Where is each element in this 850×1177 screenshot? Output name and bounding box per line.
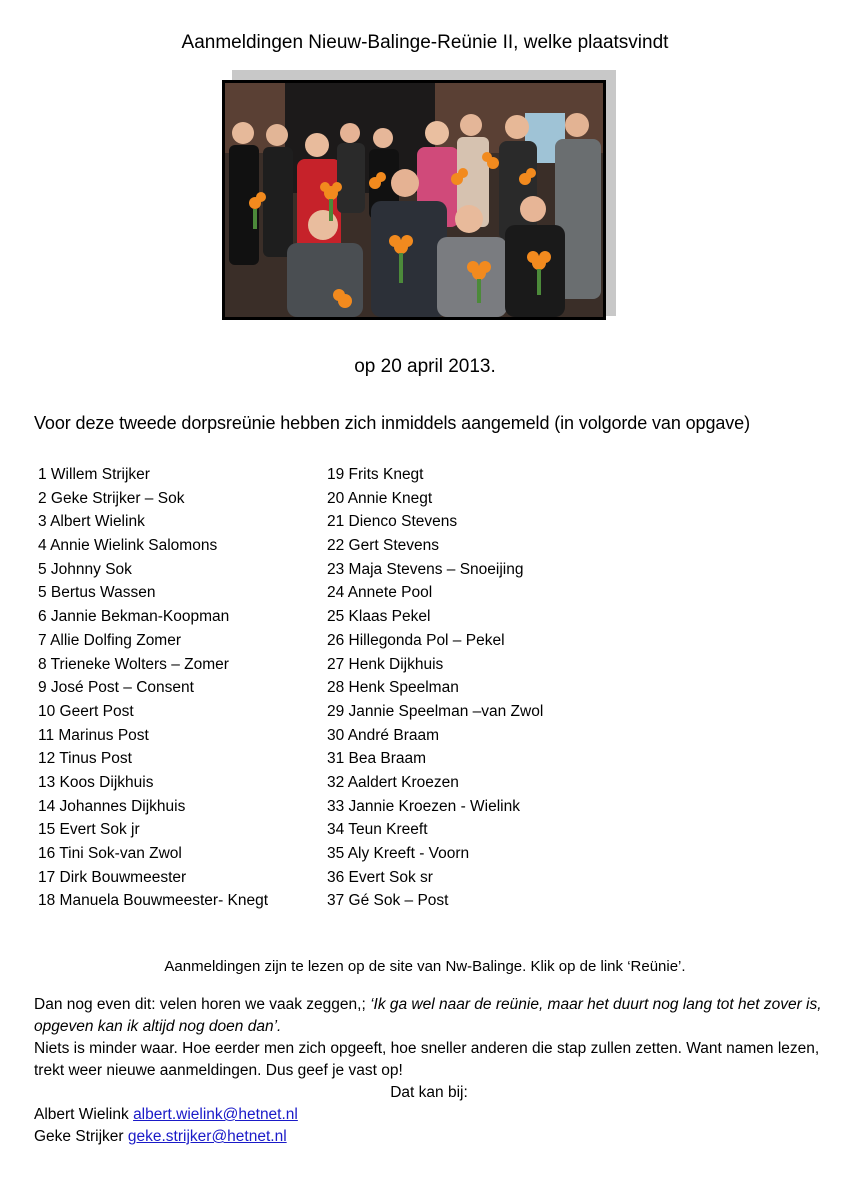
list-item: 31 Bea Braam	[327, 750, 427, 768]
list-item: 8 Trieneke Wolters – Zomer	[38, 655, 229, 673]
registration-list-column-1	[38, 463, 268, 913]
encourage-text: Niets is minder waar. Hoe eerder men zich opgeeft, hoe sneller anderen die stap zullen zetten. Want namen lezen, trekt weer nieuwe aanmeldingen. Dus geef je vast op!	[34, 1040, 820, 1079]
list-item: 10 Geert Post	[38, 702, 134, 720]
list-item: 34 Teun Kreeft	[327, 821, 428, 839]
registration-list-column-2	[327, 463, 543, 913]
event-date: op 20 april 2013.	[354, 356, 496, 377]
list-item: 3 Albert Wielink	[38, 513, 145, 531]
closing-section	[34, 994, 824, 1148]
contact-name: Albert Wielink	[34, 1106, 134, 1123]
list-item: 20 Annie Knegt	[327, 489, 433, 507]
registration-intro: Voor deze tweede dorpsreünie hebben zich inmiddels aangemeld (in volgorde van opgave)	[34, 413, 750, 433]
list-item: 27 Henk Dijkhuis	[327, 655, 444, 673]
contact-line	[34, 1126, 824, 1148]
list-item: 22 Gert Stevens	[327, 537, 440, 555]
intro-text: Dan nog even dit: velen horen we vaak zeggen,;	[34, 996, 371, 1013]
list-item: 35 Aly Kreeft - Voorn	[327, 845, 470, 862]
list-item: 25 Klaas Pekel	[327, 608, 431, 626]
list-item: 5 Bertus Wassen	[38, 584, 156, 602]
list-item: 9 José Post – Consent	[38, 679, 194, 697]
email-link-albert[interactable]: albert.wielink@hetnet.nl	[133, 1106, 298, 1123]
contact-label: Dat kan bij:	[390, 1084, 468, 1101]
page-title: Aanmeldingen Nieuw-Balinge-Reünie II, welke plaatsvindt	[181, 32, 669, 53]
list-item: 21 Dienco Stevens	[327, 513, 458, 531]
list-item: 24 Annete Pool	[327, 584, 433, 602]
contact-line	[34, 1104, 824, 1126]
list-item: 6 Jannie Bekman-Koopman	[38, 608, 230, 626]
email-link-geke[interactable]: geke.strijker@hetnet.nl	[127, 1128, 287, 1145]
list-item: 37 Gé Sok – Post	[327, 892, 449, 910]
list-item: 26 Hillegonda Pol – Pekel	[327, 631, 505, 649]
list-item: 2 Geke Strijker – Sok	[38, 489, 185, 507]
list-item: 19 Frits Knegt	[327, 466, 424, 483]
list-item: 4 Annie Wielink Salomons	[38, 537, 218, 555]
closing-paragraph	[34, 994, 824, 1038]
list-item: 28 Henk Speelman	[327, 679, 459, 697]
list-item: 16 Tini Sok-van Zwol	[38, 845, 182, 862]
list-item: 18 Manuela Bouwmeester- Knegt	[38, 892, 269, 910]
list-item: 30 André Braam	[327, 726, 440, 744]
group-photo	[222, 80, 606, 320]
list-item: 14 Johannes Dijkhuis	[38, 797, 186, 815]
list-item: 1 Willem Strijker	[38, 466, 150, 483]
list-item: 36 Evert Sok sr	[327, 868, 433, 886]
list-item: 23 Maja Stevens – Snoeijing	[327, 560, 524, 578]
site-note: Aanmeldingen zijn te lezen op de site van Nw-Balinge. Klik op de link ‘Reünie’.	[164, 958, 686, 975]
group-photo-frame	[222, 70, 618, 328]
list-item: 17 Dirk Bouwmeester	[38, 868, 187, 886]
group-photo-illustration	[225, 83, 603, 317]
list-item: 33 Jannie Kroezen - Wielink	[327, 797, 520, 815]
list-item: 12 Tinus Post	[38, 750, 132, 768]
list-item: 32 Aaldert Kroezen	[327, 773, 459, 791]
contact-name: Geke Strijker	[34, 1128, 128, 1145]
list-item: 15 Evert Sok jr	[38, 821, 140, 839]
list-item: 5 Johnny Sok	[38, 560, 132, 578]
list-item: 7 Allie Dolfing Zomer	[38, 631, 182, 649]
list-item: 11 Marinus Post	[38, 726, 149, 744]
quote-text: ‘Ik ga wel naar de reünie, maar het duurt nog lang tot het zover is, opgeven kan ik altijd nog doen dan’.	[34, 996, 822, 1035]
list-item: 13 Koos Dijkhuis	[38, 773, 154, 791]
list-item: 29 Jannie Speelman –van Zwol	[327, 702, 544, 720]
